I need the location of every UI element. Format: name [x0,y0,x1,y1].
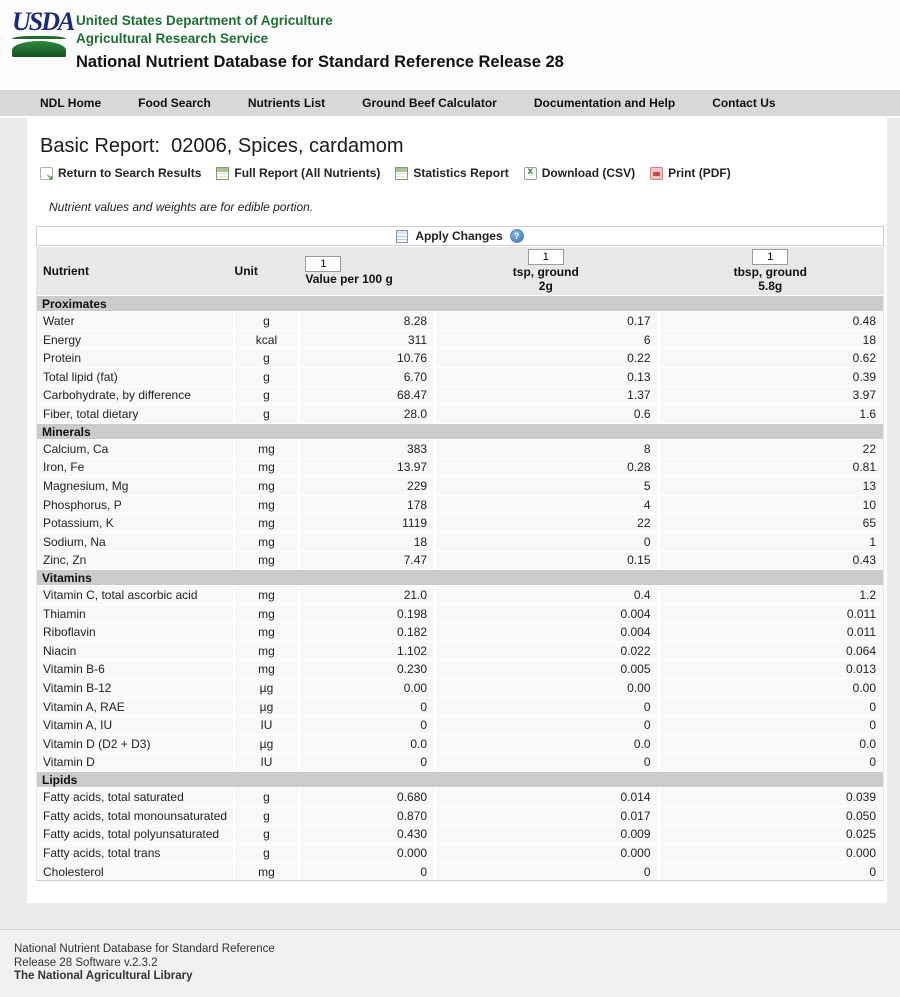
value-tsp: 5 [434,477,657,495]
service-line: Agricultural Research Service [76,31,269,46]
value-per-100g: 13.97 [298,459,434,477]
unit-value: mg [233,459,299,477]
value-tsp: 0.17 [434,312,657,330]
value-tbsp: 1.2 [658,586,883,604]
unit-value: mg [233,440,299,458]
value-tbsp: 0.025 [658,826,883,844]
nutrient-name: Niacin [43,643,77,658]
value-tbsp: 0 [658,863,883,881]
column-header-tbsp-weight: 5.8g [758,279,783,293]
value-tsp: 0.6 [434,405,657,423]
footer-release-line: Release 28 Software v.2.3.2 [14,956,158,969]
value-tsp: 0.017 [434,807,657,825]
page-footer [0,929,900,997]
table-row [37,311,883,330]
unit-value: g [233,312,299,330]
value-per-100g: 6.70 [298,368,434,386]
csv-icon [524,167,537,180]
unit-value: mg [233,586,299,604]
action-statistics-report[interactable] [395,166,508,180]
value-tsp: 0.0 [434,735,657,753]
nutrient-name: Vitamin A, IU [43,718,113,733]
value-tsp: 0.004 [434,605,657,623]
database-title-line: National Nutrient Database for Standard Reference Release 28 [76,53,564,71]
table-row [37,862,883,881]
unit-value: µg [233,698,299,716]
value-tsp: 0 [434,716,657,734]
table-row [37,513,883,532]
tbsp-multiplier-input[interactable] [752,249,788,265]
site-header [0,0,900,88]
value-tbsp: 0.48 [658,312,883,330]
unit-value: mg [233,642,299,660]
unit-value: kcal [233,331,299,349]
table-row [37,585,883,604]
apply-changes-bar [36,226,884,246]
value-tsp: 22 [434,514,657,532]
table-row [37,439,883,458]
table-row [37,697,883,716]
value-per-100g: 0 [298,863,434,881]
table-row [37,404,883,423]
value-per-100g: 0.870 [298,807,434,825]
nutrient-name: Water [43,313,75,328]
section-header-lipids: Lipids [37,771,883,787]
column-header-nutrient: Nutrient [43,264,89,278]
value-tbsp: 13 [658,477,883,495]
value-tbsp: 0.39 [658,368,883,386]
value-per-100g: 0.230 [298,661,434,679]
column-header-value-per-100g: Value per 100 g [305,272,393,286]
table-row [37,715,883,734]
unit-value: IU [233,754,299,772]
value-tbsp: 10 [658,496,883,514]
usda-logo-stripe [12,36,66,39]
nav-item-ndl-home[interactable]: NDL Home [40,96,102,110]
unit-value: g [233,826,299,844]
value-per-100g: 1.102 [298,642,434,660]
nutrient-name: Vitamin B-6 [43,662,105,677]
nutrient-table-body [37,295,883,880]
value-tsp: 0.014 [434,788,657,806]
tsp-multiplier-input[interactable] [528,249,564,265]
value-per-100g: 8.28 [298,312,434,330]
value-tsp: 0.009 [434,826,657,844]
main-nav [0,88,900,118]
nutrient-name: Fatty acids, total polyunsaturated [43,827,220,842]
value-tsp: 0 [434,533,657,551]
table-row [37,734,883,753]
column-header-unit: Unit [234,264,258,278]
value-tsp: 4 [434,496,657,514]
action-label: Download (CSV) [541,166,636,180]
value-tbsp: 65 [658,514,883,532]
nutrient-name: Iron, Fe [43,460,85,475]
unit-value: g [233,788,299,806]
nav-item-ground-beef-calculator[interactable]: Ground Beef Calculator [362,96,497,110]
table-row [37,348,883,367]
action-full-report-all-nutrients[interactable] [216,166,380,180]
value-per-100g: 0 [298,754,434,772]
value-per-100g: 229 [298,477,434,495]
nutrient-name: Protein [43,351,82,366]
section-header-proximates: Proximates [37,295,883,311]
section-header-minerals: Minerals [37,423,883,439]
action-label: Statistics Report [413,166,509,180]
value-per-100g: 0.000 [298,844,434,862]
table-row [37,787,883,806]
value-per-100g: 0 [298,716,434,734]
stats-icon [395,167,408,180]
value-tbsp: 18 [658,331,883,349]
nutrient-name: Fatty acids, total saturated [43,790,184,805]
nutrient-name: Fiber, total dietary [43,406,139,421]
footer-database-line: National Nutrient Database for Standard Reference [14,943,275,955]
value-tbsp: 0.43 [658,552,883,570]
unit-value: g [233,844,299,862]
column-header-tbsp: tbsp, ground [733,265,807,279]
value-per-100g: 7.47 [298,552,434,570]
value-per-100g-multiplier-input[interactable] [305,256,341,272]
value-per-100g: 18 [298,533,434,551]
value-per-100g: 0.198 [298,605,434,623]
value-tbsp: 0.050 [658,807,883,825]
nutrient-name: Vitamin C, total ascorbic acid [43,588,198,603]
nutrient-name: Cholesterol [43,864,104,879]
value-tsp: 0.4 [434,586,657,604]
action-return-to-search-results[interactable] [40,166,201,180]
value-per-100g: 0.0 [298,735,434,753]
nutrient-name: Vitamin D [43,755,95,770]
value-tsp: 0 [434,754,657,772]
nutrient-name: Vitamin B-12 [43,681,112,696]
nutrient-name: Calcium, Ca [43,441,109,456]
nutrient-table-wrap [36,226,884,881]
table-row [37,843,883,862]
value-tsp: 0.22 [434,349,657,367]
unit-value: mg [233,533,299,551]
column-header-tsp-weight: 2g [538,279,553,293]
value-per-100g: 21.0 [298,586,434,604]
nav-item-nutrients-list[interactable]: Nutrients List [247,96,326,110]
nutrient-name: Phosphorus, P [43,497,122,512]
value-tbsp: 0.62 [658,349,883,367]
value-tbsp: 0.011 [658,623,883,641]
table-row [37,458,883,477]
value-tsp: 0.13 [434,368,657,386]
pdf-icon [650,167,663,180]
value-per-100g: 0 [298,698,434,716]
value-tsp: 6 [434,331,657,349]
table-header-row [37,247,883,295]
action-print-pdf[interactable] [650,166,731,180]
nav-item-contact-us[interactable]: Contact Us [712,96,776,110]
unit-value: g [233,807,299,825]
value-tbsp: 0.0 [658,735,883,753]
nutrient-name: Carbohydrate, by difference [43,388,191,403]
usda-logo-text: USDA [12,7,74,36]
unit-value: g [233,405,299,423]
unit-value: µg [233,735,299,753]
unit-value: mg [233,496,299,514]
value-tsp: 8 [434,440,657,458]
action-download-csv[interactable] [524,166,635,180]
value-tsp: 0.15 [434,552,657,570]
value-tsp: 0.28 [434,459,657,477]
value-per-100g: 28.0 [298,405,434,423]
nutrient-name: Total lipid (fat) [43,369,118,384]
action-label: Return to Search Results [58,166,202,180]
nav-item-documentation-and-help[interactable]: Documentation and Help [533,96,676,110]
value-tbsp: 0.81 [658,459,883,477]
nutrient-name: Riboflavin [43,625,96,640]
table-row [37,825,883,844]
table-row [37,367,883,386]
table-row [37,604,883,623]
table-row [37,678,883,697]
value-tbsp: 3.97 [658,387,883,405]
nutrient-name: Vitamin A, RAE [43,699,125,714]
action-label: Full Report (All Nutrients) [234,166,381,180]
unit-value: mg [233,863,299,881]
table-row [37,753,883,772]
unit-value: g [233,349,299,367]
value-tbsp: 0.064 [658,642,883,660]
value-tbsp: 0.000 [658,844,883,862]
unit-value: µg [233,679,299,697]
table-row [37,330,883,349]
department-line: United States Department of Agriculture [76,13,333,28]
header-text-block [76,10,564,74]
value-tbsp: 22 [658,440,883,458]
value-tsp: 0 [434,698,657,716]
value-tsp: 0 [434,863,657,881]
value-per-100g: 311 [298,331,434,349]
nutrient-name: Fatty acids, total trans [43,845,161,860]
value-per-100g: 68.47 [298,387,434,405]
report-icon [216,167,229,180]
main-content [27,118,887,903]
value-tsp: 0.022 [434,642,657,660]
value-per-100g: 0.00 [298,679,434,697]
nutrient-table [36,247,884,881]
value-per-100g: 0.430 [298,826,434,844]
value-tsp: 0.005 [434,661,657,679]
unit-value: mg [233,605,299,623]
value-tsp: 0.004 [434,623,657,641]
value-per-100g: 383 [298,440,434,458]
nutrient-name: Sodium, Na [43,534,106,549]
table-row [37,495,883,514]
unit-value: mg [233,477,299,495]
value-tbsp: 0 [658,754,883,772]
value-per-100g: 10.76 [298,349,434,367]
value-tbsp: 1 [658,533,883,551]
actions-row [40,166,887,180]
unit-value: mg [233,552,299,570]
value-tbsp: 0.00 [658,679,883,697]
nutrient-name: Magnesium, Mg [43,478,129,493]
unit-value: g [233,387,299,405]
value-tsp: 1.37 [434,387,657,405]
return-icon [40,167,53,180]
usda-logo [12,7,74,57]
section-header-vitamins: Vitamins [37,569,883,585]
value-per-100g: 178 [298,496,434,514]
value-tbsp: 0.011 [658,605,883,623]
value-tbsp: 0 [658,716,883,734]
unit-value: mg [233,661,299,679]
unit-value: IU [233,716,299,734]
usda-logo-swoosh [12,41,66,57]
nutrient-name: Vitamin D (D2 + D3) [43,736,151,751]
nutrient-name: Fatty acids, total monounsaturated [43,808,228,823]
help-icon[interactable]: ? [510,229,524,243]
table-row [37,660,883,679]
value-per-100g: 1119 [298,514,434,532]
value-tbsp: 1.6 [658,405,883,423]
column-header-tsp: tsp, ground [512,265,579,279]
edible-portion-note: Nutrient values and weights are for edible portion. [49,200,314,214]
page-title: Basic Report: 02006, Spices, cardamom [40,135,404,157]
apply-changes-button[interactable]: Apply Changes [415,229,503,243]
value-per-100g: 0.680 [298,788,434,806]
value-tbsp: 0.039 [658,788,883,806]
table-row [37,641,883,660]
value-tsp: 0.00 [434,679,657,697]
unit-value: mg [233,623,299,641]
table-row [37,476,883,495]
nav-item-food-search[interactable]: Food Search [138,96,211,110]
calculator-icon [396,230,408,243]
action-label: Print (PDF) [668,166,731,180]
table-row [37,532,883,551]
value-tbsp: 0.013 [658,661,883,679]
value-per-100g: 0.182 [298,623,434,641]
table-row [37,551,883,570]
value-tsp: 0.000 [434,844,657,862]
nutrient-name: Energy [43,332,82,347]
table-row [37,622,883,641]
table-row [37,806,883,825]
unit-value: mg [233,514,299,532]
value-tbsp: 0 [658,698,883,716]
nutrient-name: Thiamin [43,606,86,621]
nutrient-name: Zinc, Zn [43,553,87,568]
nutrient-name: Potassium, K [43,516,114,531]
table-row [37,386,883,405]
unit-value: g [233,368,299,386]
footer-library-link[interactable]: The National Agricultural Library [14,970,193,982]
